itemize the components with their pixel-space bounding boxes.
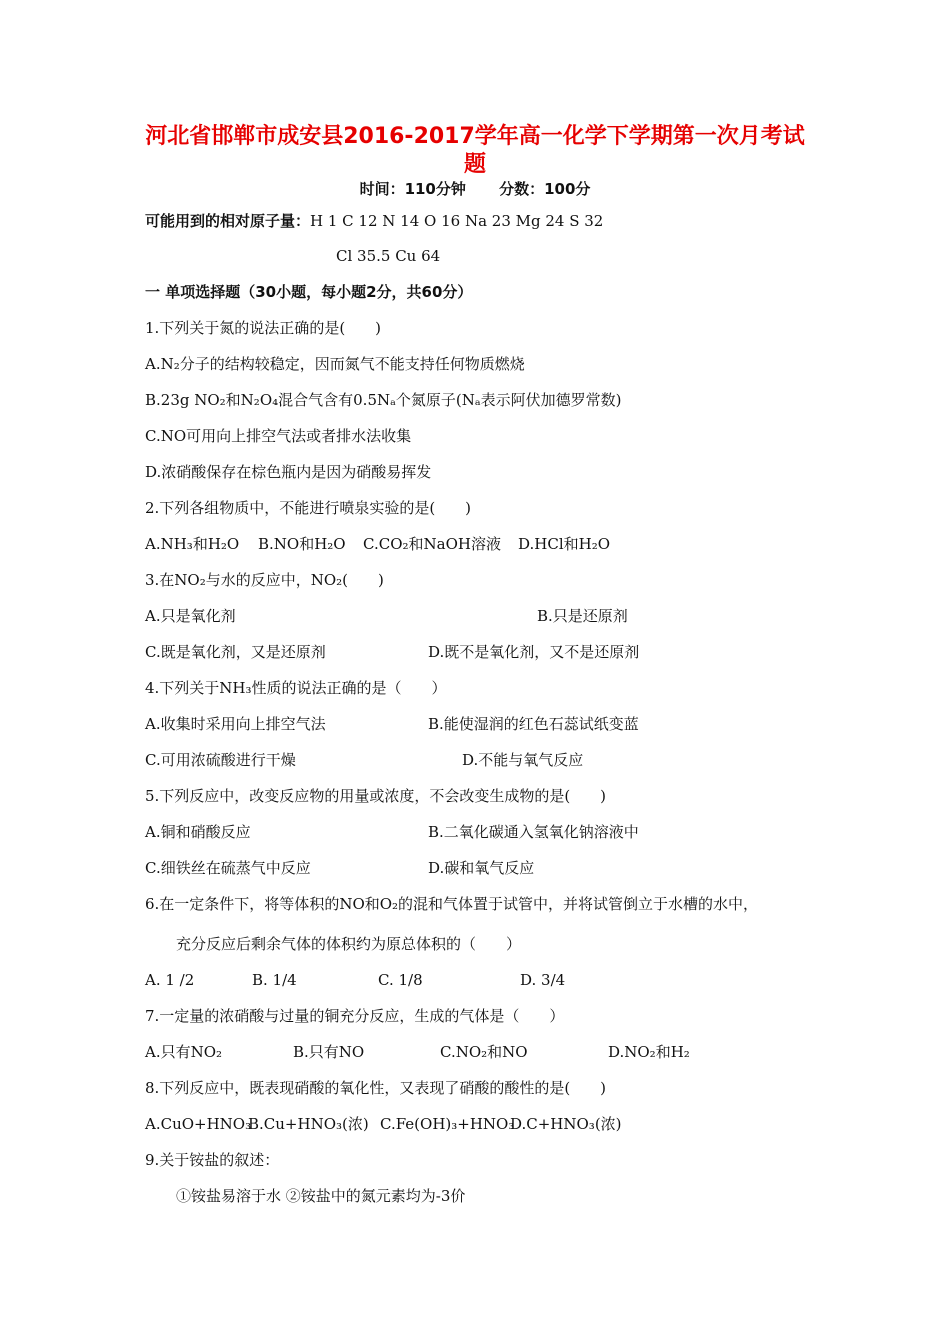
- question-5-option-d: D.碳和氧气反应: [428, 859, 535, 877]
- atomic-mass-row: [145, 211, 603, 231]
- question-3-option-a: A.只是氧化剂: [145, 607, 236, 625]
- question-1-option-c: C.NO可用向上排空气法或者排水法收集: [145, 427, 412, 445]
- question-2-option-c: C.CO₂和NaOH溶液: [363, 535, 501, 553]
- exam-time: 时间：110分钟: [359, 180, 466, 198]
- question-9: 9.关于铵盐的叙述：: [145, 1151, 280, 1169]
- question-6-option-d: D. 3/4: [520, 971, 566, 989]
- question-8-option-c: C.Fe(OH)₃+HNO₃: [380, 1115, 515, 1133]
- question-1-option-d: D.浓硝酸保存在棕色瓶内是因为硝酸易挥发: [145, 463, 432, 481]
- question-8-option-b: B.Cu+HNO₃(浓): [248, 1115, 369, 1133]
- question-7-option-b: B.只有NO: [293, 1043, 365, 1061]
- question-7-option-d: D.NO₂和H₂: [608, 1043, 690, 1061]
- question-6: 6.在一定条件下，将等体积的NO和O₂的混和气体置于试管中，并将试管倒立于水槽的水中，: [145, 895, 759, 913]
- question-4-option-d: D.不能与氧气反应: [462, 751, 584, 769]
- exam-title-line2: 题: [463, 152, 486, 177]
- exam-score: 分数：100分: [499, 180, 591, 198]
- section-heading: 一 单项选择题（30小题，每小题2分，共60分）: [145, 283, 473, 301]
- question-9-statements: ①铵盐易溶于水 ②铵盐中的氮元素均为-3价: [176, 1187, 466, 1205]
- atomic-mass-label: 可能用到的相对原子量：: [145, 212, 311, 230]
- question-3: 3.在NO₂与水的反应中，NO₂( ): [145, 571, 384, 589]
- question-8-option-a: A.CuO+HNO₃: [145, 1115, 252, 1133]
- question-6-continued: 充分反应后剩余气体的体积约为原总体积的（ ）: [176, 935, 522, 953]
- question-8-option-d: D.C+HNO₃(浓): [510, 1115, 622, 1133]
- question-4-option-c: C.可用浓硫酸进行干燥: [145, 751, 296, 769]
- question-7-option-a: A.只有NO₂: [145, 1043, 223, 1061]
- question-2-option-a: A.NH₃和H₂O: [145, 535, 240, 553]
- question-3-option-b: B.只是还原剂: [537, 607, 628, 625]
- question-3-option-c: C.既是氧化剂，又是还原剂: [145, 643, 326, 661]
- question-2-option-b: B.NO和H₂O: [258, 535, 346, 553]
- question-1: 1.下列关于氮的说法正确的是( ): [145, 319, 382, 337]
- atomic-mass-values: H 1 C 12 N 14 O 16 Na 23 Mg 24 S 32: [310, 212, 604, 230]
- atomic-mass-values-2: Cl 35.5 Cu 64: [336, 247, 441, 265]
- question-1-option-a: A.N₂分子的结构较稳定，因而氮气不能支持任何物质燃烧: [145, 355, 525, 373]
- question-6-option-c: C. 1/8: [378, 971, 423, 989]
- question-4: 4.下列关于NH₃性质的说法正确的是（ ）: [145, 679, 447, 697]
- question-8: 8.下列反应中，既表现硝酸的氧化性，又表现了硝酸的酸性的是( ): [145, 1079, 607, 1097]
- exam-meta: [0, 178, 950, 199]
- question-2: 2.下列各组物质中，不能进行喷泉实验的是( ): [145, 499, 472, 517]
- question-7-option-c: C.NO₂和NO: [440, 1043, 528, 1061]
- question-4-option-a: A.收集时采用向上排空气法: [145, 715, 326, 733]
- question-5-option-b: B.二氧化碳通入氢氧化钠溶液中: [428, 823, 639, 841]
- question-1-option-b: B.23g NO₂和N₂O₄混合气含有0.5Nₐ个氮原子(Nₐ表示阿伏加德罗常数): [145, 391, 622, 409]
- question-5: 5.下列反应中，改变反应物的用量或浓度，不会改变生成物的是( ): [145, 787, 607, 805]
- question-6-option-a: A. 1 /2: [145, 971, 195, 989]
- question-7: 7.一定量的浓硝酸与过量的铜充分反应，生成的气体是（ ）: [145, 1007, 565, 1025]
- question-5-option-c: C.细铁丝在硫蒸气中反应: [145, 859, 311, 877]
- exam-title-line1: 河北省邯郸市成安县2016-2017学年高一化学下学期第一次月考试: [145, 124, 805, 149]
- question-3-option-d: D.既不是氧化剂，又不是还原剂: [428, 643, 640, 661]
- question-4-option-b: B.能使湿润的红色石蕊试纸变蓝: [428, 715, 639, 733]
- question-6-option-b: B. 1/4: [252, 971, 297, 989]
- question-5-option-a: A.铜和硝酸反应: [145, 823, 251, 841]
- question-2-option-d: D.HCl和H₂O: [518, 535, 611, 553]
